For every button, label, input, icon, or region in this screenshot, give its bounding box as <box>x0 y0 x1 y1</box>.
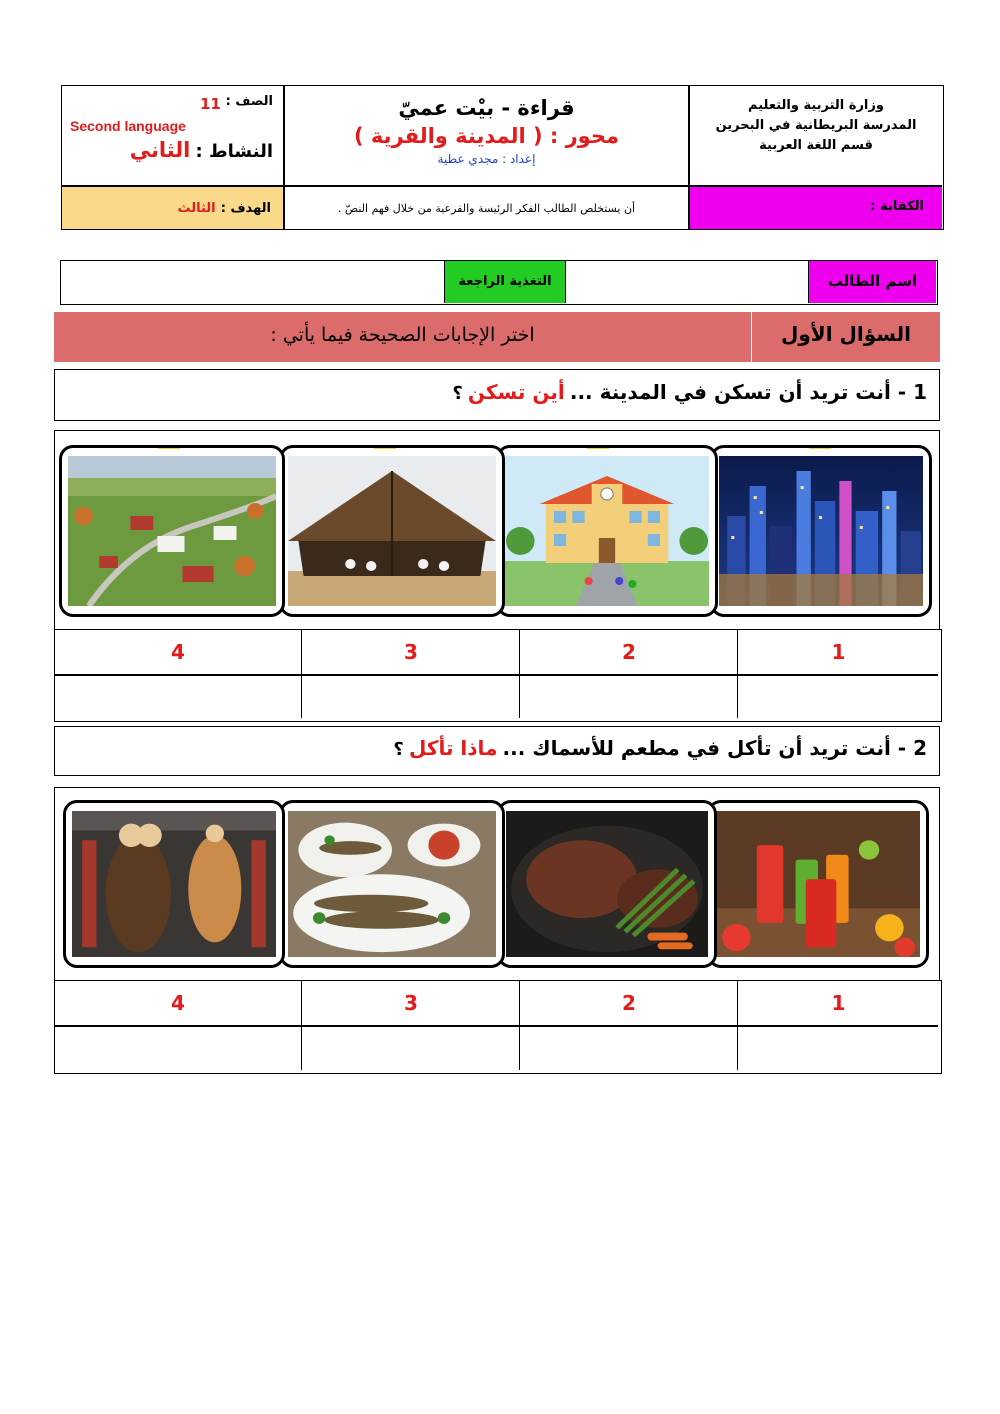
question-2-mark: ؟ <box>393 739 404 760</box>
question-1-highlight: أين تسكن <box>467 380 565 404</box>
question-2-text: 2 - أنت تريد أن تأكل في مطعم للأسماك ... <box>502 736 927 760</box>
feedback-field[interactable] <box>61 261 444 303</box>
question-1-answer-grid <box>54 629 942 722</box>
student-row <box>60 260 938 305</box>
section-bar <box>54 312 940 362</box>
question-1-text: 1 - أنت تريد أن تسكن في المدينة ... <box>569 380 927 404</box>
page-title: قراءة - بيْت عميّ <box>398 96 575 120</box>
option-4-image[interactable] <box>59 445 285 617</box>
shawarma-icon <box>72 811 276 957</box>
q2-option-3-number: 3 <box>404 991 418 1015</box>
q2-answer-4-cell[interactable] <box>55 1027 301 1070</box>
second-language: Second language <box>70 118 186 134</box>
goal-cell <box>62 187 283 229</box>
school-icon <box>505 456 709 606</box>
q2-option-4-number: 4 <box>171 991 185 1015</box>
question-2-answer-grid <box>54 980 942 1074</box>
department-name: قسم اللغة العربية <box>759 138 873 153</box>
goal-value: الثالث <box>177 201 216 216</box>
steak-icon <box>506 811 708 957</box>
student-name-field[interactable] <box>566 261 808 303</box>
prepared-by: إعداد : مجدي عطية <box>437 152 536 166</box>
question-1-images <box>54 430 940 630</box>
q2-answer-2-cell[interactable] <box>521 1027 737 1070</box>
feedback-label: التغذية الراجعة <box>458 274 552 289</box>
q2-answer-3-cell[interactable] <box>303 1027 519 1070</box>
grade-value: 11 <box>200 95 221 113</box>
objective-text: أن يستخلص الطالب الفكر الرئيسة والفرعية من خلال فهم النصّ . <box>337 202 636 215</box>
q2-option-1-image[interactable] <box>707 800 929 968</box>
q2-answer-1-cell[interactable] <box>739 1027 938 1070</box>
option-2-number: 2 <box>622 640 636 664</box>
ministry-name: وزارة التربية والتعليم <box>748 98 884 113</box>
q2-option-2-image[interactable] <box>497 800 717 968</box>
student-name-label: اسم الطالب <box>827 272 918 290</box>
fish-icon <box>288 811 496 957</box>
competency-cell <box>690 187 942 229</box>
activity-label: النشاط : <box>195 141 273 162</box>
answer-4-cell[interactable] <box>55 676 301 718</box>
student-name-label-cell <box>808 261 936 303</box>
option-3-number: 3 <box>404 640 418 664</box>
q2-option-1-number: 1 <box>831 991 846 1015</box>
question-1-prompt <box>54 369 940 421</box>
answer-2-cell[interactable] <box>521 676 737 718</box>
question-2-images <box>54 787 940 981</box>
title-block <box>285 86 688 185</box>
city-skyline-icon <box>719 456 923 606</box>
goal-label: الهدف : <box>220 201 271 216</box>
grade-block <box>62 86 283 185</box>
grade-label: الصف : <box>225 94 273 109</box>
feedback-label-cell <box>444 261 566 303</box>
header-table <box>61 85 944 230</box>
question-2-prompt <box>54 726 940 776</box>
school-name: المدرسة البريطانية في البحرين <box>715 118 917 133</box>
q2-option-3-image[interactable] <box>279 800 505 968</box>
section-title: السؤال الأول <box>781 322 911 346</box>
juice-icon <box>716 811 920 957</box>
question-1-mark: ؟ <box>452 383 463 404</box>
village-icon <box>68 456 276 606</box>
activity-line <box>130 138 273 162</box>
answer-1-cell[interactable] <box>739 676 938 718</box>
objective-cell <box>285 187 688 229</box>
option-3-image[interactable] <box>279 445 505 617</box>
option-1-image[interactable] <box>710 445 932 617</box>
answer-3-cell[interactable] <box>303 676 519 718</box>
option-4-number: 4 <box>171 640 185 664</box>
competency-label: الكفاية : <box>870 199 924 214</box>
activity-value: الثاني <box>129 138 191 162</box>
q2-option-2-number: 2 <box>622 991 636 1015</box>
axis-title: محور : ( المدينة والقرية ) <box>354 124 619 148</box>
option-1-number: 1 <box>831 640 846 664</box>
tent-icon <box>288 456 496 606</box>
option-2-image[interactable] <box>496 445 718 617</box>
section-instruction-cell <box>54 312 751 362</box>
section-instruction: اختر الإجابات الصحيحة فيما يأتي : <box>270 324 535 346</box>
section-title-cell <box>751 312 940 362</box>
question-2-highlight: ماذا تأكل <box>408 736 498 760</box>
q2-option-4-image[interactable] <box>63 800 285 968</box>
ministry-block <box>690 86 942 185</box>
